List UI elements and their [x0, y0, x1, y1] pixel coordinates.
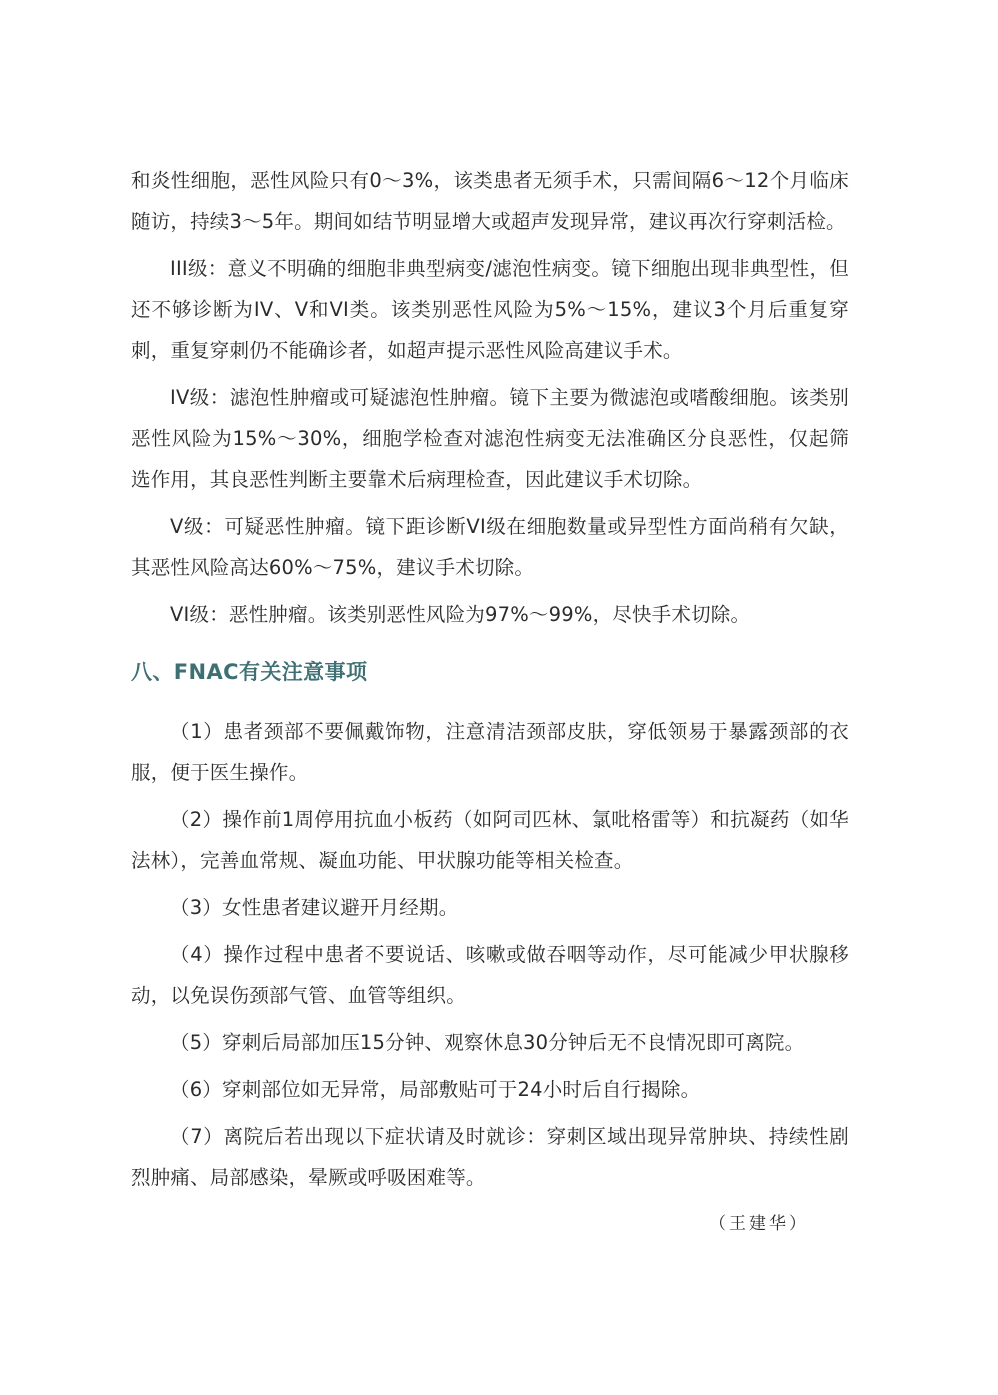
note-item-6: （6）穿刺部位如无异常，局部敷贴可于24小时后自行揭除。: [170, 1078, 701, 1101]
paragraph-grade-v: V级：可疑恶性肿瘤。镜下距诊断VI级在细胞数量或异型性方面尚稍有欠缺，其恶性风险高达60%～75%，建议手术切除。: [131, 515, 849, 579]
paragraph-grade-ii-continued: 和炎性细胞，恶性风险只有0～3%，该类患者无须手术，只需间隔6～12个月临床随访，持续3～5年。期间如结节明显增大或超声发现异常，建议再次行穿刺活检。: [131, 169, 849, 233]
paragraph-grade-iii: III级：意义不明确的细胞非典型病变/滤泡性病变。镜下细胞出现非典型性，但还不够诊断为IV、V和VI类。该类别恶性风险为5%～15%，建议3个月后重复穿刺，重复穿刺仍不能确诊者，如超声提示恶性风险高建议手术。: [131, 257, 849, 362]
note-item-4: （4）操作过程中患者不要说话、咳嗽或做吞咽等动作，尽可能减少甲状腺移动，以免误伤颈部气管、血管等组织。: [131, 943, 849, 1007]
section-title: 八、FNAC有关注意事项: [131, 660, 368, 684]
note-item-7: （7）离院后若出现以下症状请及时就诊：穿刺区域出现异常肿块、持续性剧烈肿痛、局部感染，晕厥或呼吸困难等。: [131, 1125, 849, 1189]
note-item-5: （5）穿刺后局部加压15分钟、观察休息30分钟后无不良情况即可离院。: [170, 1031, 805, 1054]
note-item-1: （1）患者颈部不要佩戴饰物，注意清洁颈部皮肤，穿低领易于暴露颈部的衣服，便于医生操作。: [131, 720, 849, 784]
note-item-2: （2）操作前1周停用抗血小板药（如阿司匹林、氯吡格雷等）和抗凝药（如华法林），完善血常规、凝血功能、甲状腺功能等相关检查。: [131, 808, 849, 872]
author-credit: （王建华）: [709, 1214, 809, 1234]
paragraph-grade-vi: VI级：恶性肿瘤。该类别恶性风险为97%～99%，尽快手术切除。: [170, 603, 751, 626]
note-item-3: （3）女性患者建议避开月经期。: [170, 896, 459, 919]
paragraph-grade-iv: IV级：滤泡性肿瘤或可疑滤泡性肿瘤。镜下主要为微滤泡或嗜酸细胞。该类别恶性风险为15%～30%，细胞学检查对滤泡性病变无法准确区分良恶性，仅起筛选作用，其良恶性判断主要靠术后病理检查，因此建议手术切除。: [131, 386, 849, 491]
document-page: [131, 160, 849, 1244]
